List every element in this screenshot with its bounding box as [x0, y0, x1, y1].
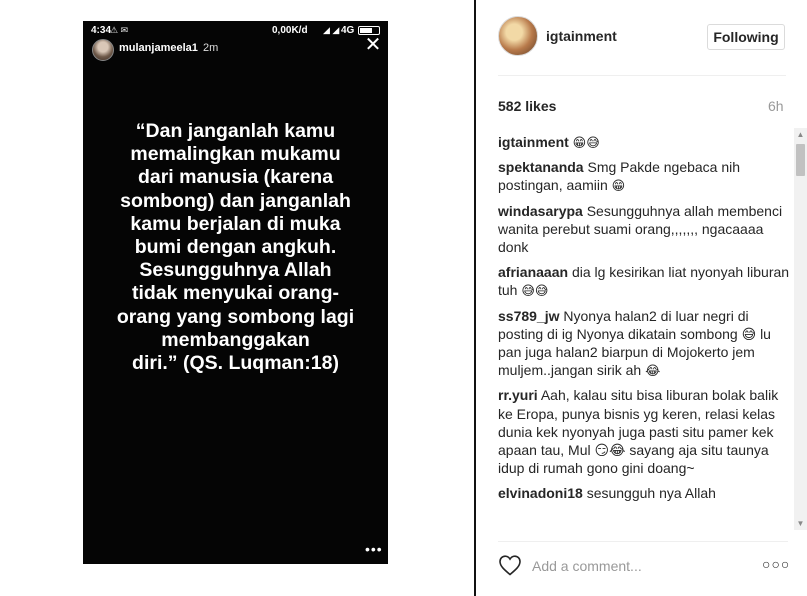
comment-item [498, 202, 790, 258]
comment-item [498, 307, 790, 381]
emoji-icon: 😁😅 [572, 135, 600, 150]
notification-icons: ⚠ ✉ [110, 25, 129, 35]
comment-item [498, 263, 790, 300]
comment-username[interactable]: afrianaaan [498, 264, 569, 281]
comment-username[interactable]: rr.yuri [498, 387, 538, 404]
story-time: 2m [203, 42, 219, 54]
signal-icon: ◢ ◢ [323, 25, 340, 35]
comment-item [498, 386, 790, 478]
comments-list [498, 133, 790, 530]
story-screenshot [83, 21, 388, 564]
post-username[interactable]: igtainment [546, 28, 617, 44]
comment-username[interactable]: windasarypa [498, 202, 583, 219]
comments-scrollbar[interactable] [794, 128, 807, 530]
story-username[interactable]: mulanjameela1 [119, 42, 198, 54]
scroll-thumb[interactable] [796, 144, 805, 176]
comment-username[interactable]: elvinadoni18 [498, 485, 583, 502]
following-button[interactable]: Following [707, 24, 785, 50]
emoji-icon: 😂 [645, 363, 661, 379]
more-options-icon[interactable]: ○○○ [762, 556, 791, 572]
emoji-icon: 😁 [611, 178, 626, 194]
comment-text: Sesungguhnya allah membenci wanita perebut suami orang,,,,,,, ngacaaaa donk [498, 202, 783, 256]
comment-text: Smg Pakde ngebaca nih postingan, aamiin [498, 159, 741, 194]
comment-username[interactable]: ss789_jw [498, 307, 560, 324]
comment-item [498, 133, 790, 152]
close-icon[interactable]: ✕ [364, 34, 382, 56]
scroll-up-arrow-icon[interactable]: ▲ [796, 130, 805, 139]
phone-status-bar [83, 21, 388, 41]
footer-divider [498, 541, 788, 542]
header-divider [498, 75, 786, 76]
story-quote-text: “Dan janganlah kamu memalingkan mukamu dari manusia (karena sombong) dan janganlah kamu berjalan di muka bumi dengan angkuh. Sesungguhnya Allah tidak menyukai orang- orang yang sombong lagi membanggakan diri.” (QS. Luqman:18) [116, 120, 355, 375]
post-time: 6h [768, 98, 784, 114]
comment-text: sesungguh nya Allah [586, 485, 716, 502]
likes-count[interactable]: 582 likes [498, 98, 557, 114]
network-speed: 0,00K/d [272, 25, 308, 36]
story-avatar[interactable] [92, 39, 114, 61]
post-header [476, 0, 807, 75]
more-icon[interactable]: ••• [365, 541, 383, 557]
comment-text: Nyonya halan2 di luar negri di posting di ig Nyonya dikatain sombong 😅 lu pan juga halan2 biarpun di Mojokerto jem muljem..jangan sirik ah [498, 307, 771, 379]
heart-icon[interactable] [498, 554, 522, 576]
emoji-icon: 😅😅 [521, 283, 549, 299]
network-type: 4G [341, 25, 355, 36]
post-panel [476, 0, 807, 596]
add-comment-input[interactable] [532, 556, 742, 576]
status-time: 4:34 [91, 25, 112, 36]
scroll-down-arrow-icon[interactable]: ▼ [796, 519, 805, 528]
comment-item [498, 158, 790, 195]
comment-item [498, 484, 790, 503]
comment-username[interactable]: igtainment [498, 134, 569, 150]
comment-username[interactable]: spektananda [498, 159, 584, 176]
comment-text: Aah, kalau situ bisa liburan bolak balik ke Eropa, punya bisnis yg keren, relasi kelas dunia kek nyonyah juga pasti situ pamer kek apaan tau, Mul 😏😂 sayang aja situ taunya idup di rumah gono gini doang~ [498, 387, 779, 477]
comment-text: dia lg kesirikan liat nyonyah liburan tuh [498, 264, 790, 299]
avatar[interactable] [498, 16, 538, 56]
